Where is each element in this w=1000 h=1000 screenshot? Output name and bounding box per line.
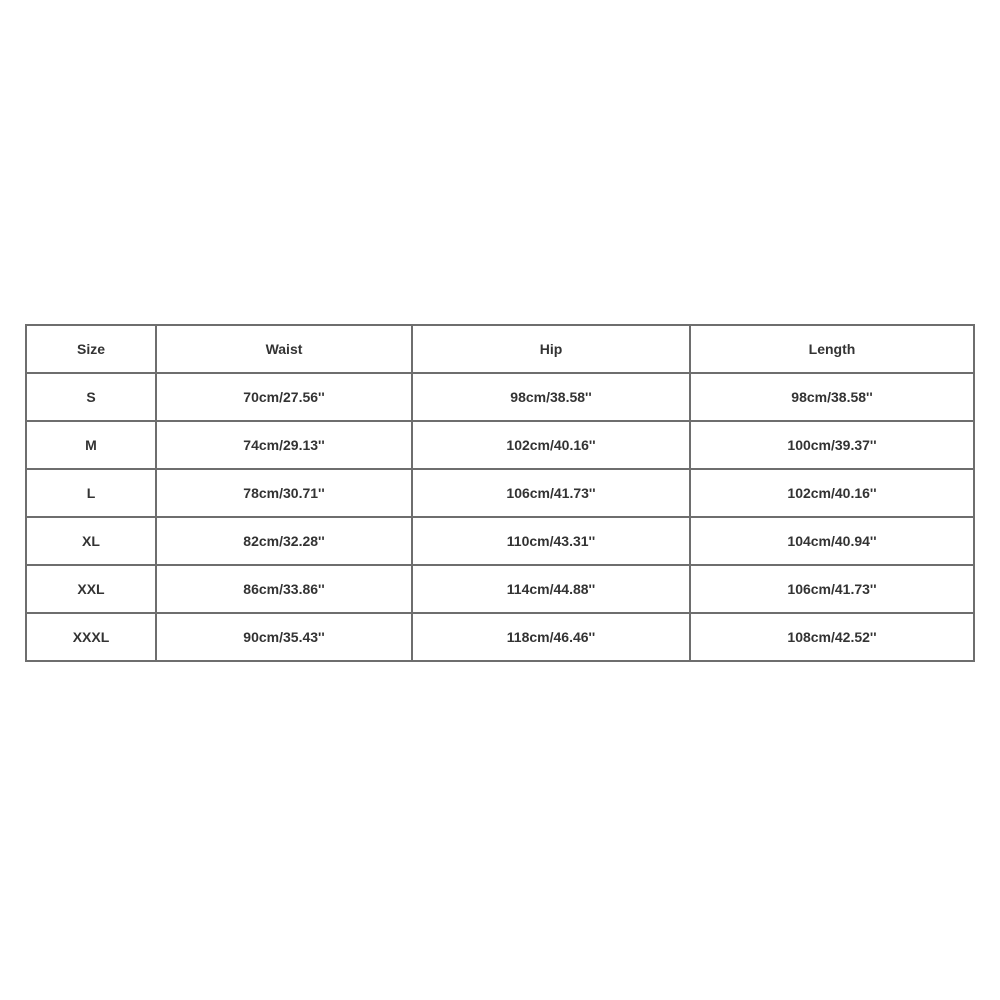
header-length: Length [690, 325, 974, 373]
cell-waist: 74cm/29.13'' [156, 421, 412, 469]
cell-length: 98cm/38.58'' [690, 373, 974, 421]
table-row [26, 565, 974, 613]
cell-length: 100cm/39.37'' [690, 421, 974, 469]
cell-hip: 118cm/46.46'' [412, 613, 690, 661]
cell-size: M [26, 421, 156, 469]
header-row [26, 325, 974, 373]
cell-hip: 114cm/44.88'' [412, 565, 690, 613]
size-chart-table [25, 324, 975, 662]
cell-waist: 82cm/32.28'' [156, 517, 412, 565]
cell-length: 102cm/40.16'' [690, 469, 974, 517]
cell-hip: 102cm/40.16'' [412, 421, 690, 469]
cell-size: XXL [26, 565, 156, 613]
cell-hip: 98cm/38.58'' [412, 373, 690, 421]
cell-hip: 106cm/41.73'' [412, 469, 690, 517]
cell-size: XXXL [26, 613, 156, 661]
table-body [26, 373, 974, 661]
cell-waist: 90cm/35.43'' [156, 613, 412, 661]
table-row [26, 421, 974, 469]
cell-length: 108cm/42.52'' [690, 613, 974, 661]
table-row [26, 469, 974, 517]
cell-size: XL [26, 517, 156, 565]
cell-waist: 86cm/33.86'' [156, 565, 412, 613]
table-header [26, 325, 974, 373]
cell-waist: 70cm/27.56'' [156, 373, 412, 421]
header-hip: Hip [412, 325, 690, 373]
cell-length: 106cm/41.73'' [690, 565, 974, 613]
header-waist: Waist [156, 325, 412, 373]
table-row [26, 373, 974, 421]
cell-size: S [26, 373, 156, 421]
table-row [26, 613, 974, 661]
cell-hip: 110cm/43.31'' [412, 517, 690, 565]
table-row [26, 517, 974, 565]
cell-waist: 78cm/30.71'' [156, 469, 412, 517]
cell-size: L [26, 469, 156, 517]
header-size: Size [26, 325, 156, 373]
cell-length: 104cm/40.94'' [690, 517, 974, 565]
